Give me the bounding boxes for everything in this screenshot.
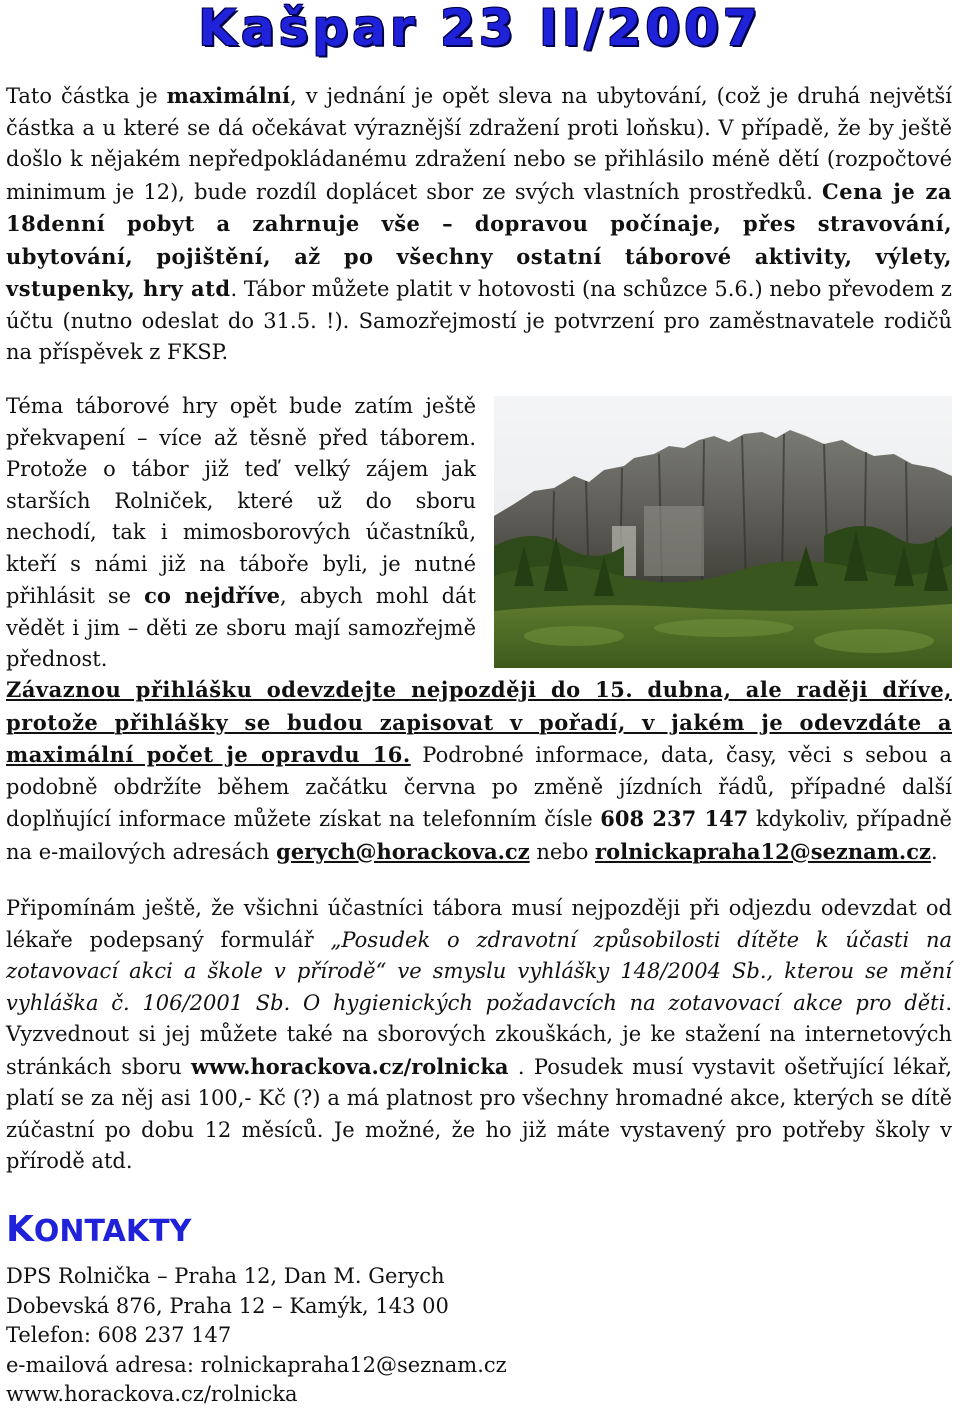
text: nebo <box>529 839 596 864</box>
text: kdykoliv, případně na e-mailových adresách <box>6 807 952 864</box>
text: Připomínám ještě, že všichni účastníci tábora musí nejpozději při odjezdu odevzdat od lékaře podepsaný formulář <box>6 896 952 952</box>
text: Tato částka je <box>6 84 167 108</box>
price-includes-statement: Cena je za 18denní pobyt a zahrnuje vše – dopravou počínaje, přes stravování, ubytování, pojištění, až po všechny ostatní táborové aktivity, výlety, vstupenky, hry atd <box>6 178 952 301</box>
text: . <box>930 839 938 864</box>
paragraph-price-info <box>6 80 952 369</box>
contact-website[interactable]: www.horackova.cz/rolnicka <box>6 1382 298 1406</box>
text: Podrobné informace, data, časy, věci s sebou a podobně obdržíte během začátku června po změně jízdních řádů, případné další doplňující informace můžete získat na telefonním čísle <box>6 743 952 831</box>
emphasis-asap: co nejdříve <box>144 583 281 608</box>
paragraph-camp-game <box>6 391 476 676</box>
paragraph-registration <box>6 674 952 868</box>
contact-address: Dobevská 876, Praha 12 – Kamýk, 143 00 <box>6 1293 449 1318</box>
text: , v jednání je opět sleva na ubytování, (což je druhá největší částka a u které se dá očekávat výraznější zdražení proti loňsku). V případě, že by ještě došlo k nějakém nepředpokládanému zdražení nebo se přihlásilo méně dětí (rozpočtové minimum je 12), bude rozdíl doplácet sbor ze svých vlastních prostředků. <box>6 84 952 204</box>
contact-phone: Telefon: 608 237 147 <box>6 1323 232 1347</box>
contacts-list <box>6 1262 507 1410</box>
registration-deadline: Závaznou přihlášku odevzdejte nejpozději do 15. dubna, ale raději dříve, protože přihlášky se budou zapisovat v pořadí, v jakém je odevzdáte a maximální počet je opravdu 16. <box>6 677 952 767</box>
text: . Vyzvednout si jej můžete také na sborových zkouškách, je ke stažení na internetových stránkách sboru <box>6 990 952 1079</box>
contacts-heading <box>6 1210 191 1252</box>
text: . Posudek musí vystavit ošetřující lékař, platí se za něj asi 100,- Kč (?) a má platnost pro všechny hromadné akce, kterých se dítě zúčastní po dobu 12 měsíců. Je možné, že ho již máte vystavený pro potřeby školy v přírodě atd. <box>6 1054 953 1173</box>
contact-email[interactable]: e-mailová adresa: rolnickapraha12@seznam.cz <box>6 1352 507 1377</box>
page-header <box>0 0 960 60</box>
contact-organization: DPS Rolnička – Praha 12, Dan M. Gerych <box>6 1264 445 1288</box>
emphasis-maximal: maximální <box>166 83 291 108</box>
rock-landscape-photo <box>494 396 952 668</box>
email-link-gerych[interactable]: gerych@horackova.cz <box>276 838 530 864</box>
form-title: „Posudek o zdravotní způsobilosti dítěte k účasti na zotavovací akci a škole v přírodě“ ve smyslu vyhlášky 148/2004 Sb., kterou se mění vyhláška č. 106/2001 Sb. O hygienických požadavcích na zotavovací akce pro děti <box>6 927 953 1015</box>
page-title: Kašpar 23 II/2007 <box>198 0 762 57</box>
text: , abych mohl dát vědět i jim – děti ze sboru mají samozřejmě přednost. <box>6 584 476 671</box>
contacts-heading-rest: ONTAKTY <box>33 1214 192 1249</box>
phone-number: 608 237 147 <box>600 806 749 831</box>
text: . Tábor můžete platit v hotovosti (na schůzce 5.6.) nebo převodem z účtu (nutno odeslat do 31.5. !). Samozřejmostí je potvrzení pro zaměstnavatele rodičů na příspěvek z FKSP. <box>6 277 952 364</box>
website-link[interactable]: www.horackova.cz/rolnicka <box>191 1053 509 1079</box>
paragraph-medical-form <box>6 893 952 1178</box>
contacts-heading-cap: K <box>6 1209 34 1250</box>
text: Téma táborové hry opět bude zatím ještě překvapení – více až těsně před táborem. Protože o tábor již teď velký zájem jak starších Rolniček, které už do sboru nechodí, tak i mimosborových účastníků, kteří s námi již na táboře byli, je nutné přihlásit se <box>6 394 476 608</box>
photo-graphic <box>494 396 952 668</box>
email-link-rolnicka[interactable]: rolnickapraha12@seznam.cz <box>595 838 931 864</box>
